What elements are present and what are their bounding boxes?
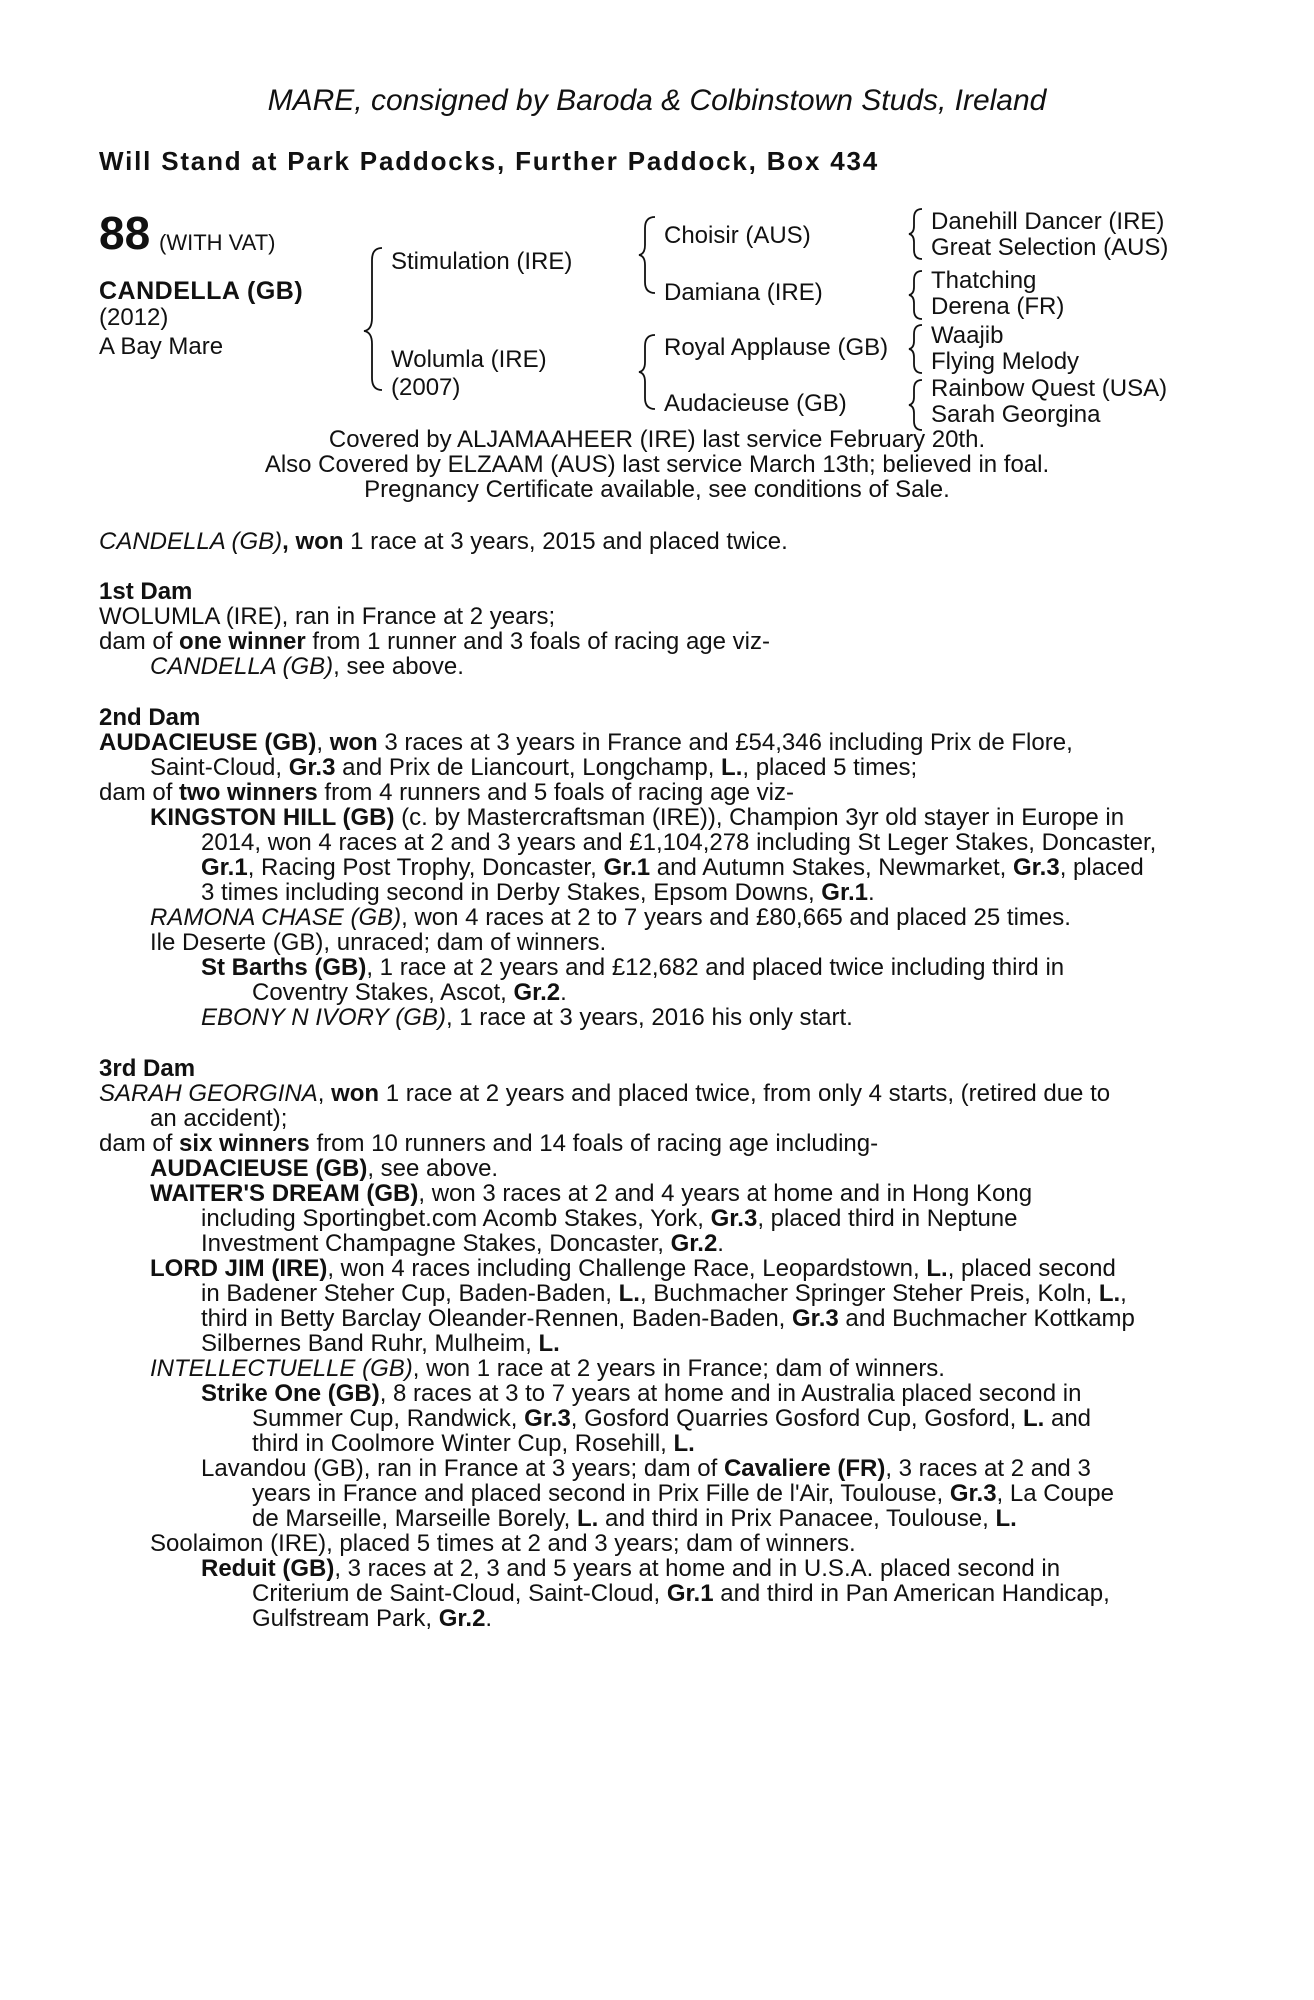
intellectuelle-line: INTELLECTUELLE (GB), won 1 race at 2 years in France; dam of winners. (150, 1355, 945, 1382)
bracket-g78 (909, 380, 922, 430)
grandsire-4: Derena (FR) (931, 293, 1065, 320)
ile-deserte-line: Ile Deserte (GB), unraced; dam of winners. (150, 929, 607, 956)
kingston-hill-line-1: KINGSTON HILL (GB) (c. by Mastercraftsman (IRE)), Champion 3yr old stayer in Europe in (150, 804, 1125, 831)
first-dam-line-1: WOLUMLA (IRE), ran in France at 2 years; (99, 603, 556, 630)
second-dam-heading: 2nd Dam (99, 704, 201, 731)
grandsire-8: Sarah Georgina (931, 401, 1101, 428)
first-dam-heading: 1st Dam (99, 578, 193, 605)
strike-one-line-3: third in Coolmore Winter Cup, Rosehill, L. (252, 1430, 695, 1457)
sire: Stimulation (IRE) (391, 248, 573, 275)
st-barths-line-2: Coventry Stakes, Ascot, Gr.2. (252, 979, 567, 1006)
lord-jim-line-2: in Badener Steher Cup, Baden-Baden, L., Buchmacher Springer Steher Preis, Koln, L., (201, 1280, 1127, 1307)
horse-name: CANDELLA (GB) (99, 277, 304, 305)
third-dam-line-3: dam of six winners from 10 runners and 14 foals of racing age including- (99, 1130, 879, 1157)
vat-label: (WITH VAT) (159, 230, 276, 255)
bracket-dam (639, 335, 655, 409)
soolaimon-line: Soolaimon (IRE), placed 5 times at 2 and 3 years; dam of winners. (150, 1530, 856, 1557)
strike-one-line-2: Summer Cup, Randwick, Gr.3, Gosford Quarries Gosford Cup, Gosford, L. and (252, 1405, 1092, 1432)
grandsire-3: Thatching (931, 267, 1037, 294)
lord-jim-line-3: third in Betty Barclay Oleander-Rennen, Baden-Baden, Gr.3 and Buchmacher Kottkamp (201, 1305, 1135, 1332)
audacieuse-line: AUDACIEUSE (GB), see above. (150, 1155, 499, 1182)
lavandou-line-3: de Marseille, Marseille Borely, L. and third in Prix Panacee, Toulouse, L. (252, 1505, 1017, 1532)
waiters-dream-line-3: Investment Champagne Stakes, Doncaster, Gr.2. (201, 1230, 724, 1257)
pregnancy-certificate-line: Pregnancy Certificate available, see conditions of Sale. (364, 476, 950, 503)
strike-one-line-1: Strike One (GB), 8 races at 3 to 7 years at home and in Australia placed second in (201, 1380, 1082, 1407)
bracket-main (364, 248, 382, 390)
lot-number: 88 (99, 207, 151, 259)
lord-jim-line-1: LORD JIM (IRE), won 4 races including Challenge Race, Leopardstown, L., placed second (150, 1255, 1116, 1282)
lord-jim-line-4: Silbernes Band Ruhr, Mulheim, L. (201, 1330, 560, 1357)
ramona-chase-line: RAMONA CHASE (GB), won 4 races at 2 to 7 years and £80,665 and placed 25 times. (150, 904, 1071, 931)
dam-year: (2007) (391, 374, 461, 401)
horse-year: (2012) (99, 304, 169, 331)
sire-dam: Damiana (IRE) (664, 279, 823, 306)
second-dam-line-1: AUDACIEUSE (GB), won 3 races at 3 years in France and £54,346 including Prix de Flore, (99, 729, 1073, 756)
ebony-n-ivory-line: EBONY N IVORY (GB), 1 race at 3 years, 2016 his only start. (201, 1004, 853, 1031)
third-dam-line-2: an accident); (150, 1105, 288, 1132)
grandsire-6: Flying Melody (931, 348, 1080, 375)
location-line: Will Stand at Park Paddocks, Further Paddock, Box 434 (99, 146, 880, 176)
st-barths-line-1: St Barths (GB), 1 race at 2 years and £12,682 and placed twice including third in (201, 954, 1065, 981)
kingston-hill-line-4: 3 times including second in Derby Stakes, Epsom Downs, Gr.1. (201, 879, 875, 906)
second-dam-line-3: dam of two winners from 4 runners and 5 foals of racing age viz- (99, 779, 794, 806)
second-dam-line-2: Saint-Cloud, Gr.3 and Prix de Liancourt, Longchamp, L., placed 5 times; (150, 754, 918, 781)
grandsire-2: Great Selection (AUS) (931, 234, 1169, 261)
reduit-line-3: Gulfstream Park, Gr.2. (252, 1605, 493, 1632)
reduit-line-1: Reduit (GB), 3 races at 2, 3 and 5 years at home and in U.S.A. placed second in (201, 1555, 1061, 1582)
sire-sire: Choisir (AUS) (664, 222, 811, 249)
kingston-hill-line-2: 2014, won 4 races at 2 and 3 years and £1,104,278 including St Leger Stakes, Doncaster, (201, 829, 1157, 856)
grandsire-5: Waajib (931, 322, 1004, 349)
bracket-g12 (909, 209, 922, 259)
third-dam-heading: 3rd Dam (99, 1055, 196, 1082)
dam: Wolumla (IRE) (391, 346, 547, 373)
grandsire-7: Rainbow Quest (USA) (931, 375, 1168, 402)
lavandou-line-1: Lavandou (GB), ran in France at 3 years; dam of Cavaliere (FR), 3 races at 2 and 3 (201, 1455, 1091, 1482)
consignor-line: MARE, consigned by Baroda & Colbinstown Studs, Ireland (267, 84, 1047, 117)
covered-line-1: Covered by ALJAMAAHEER (IRE) last service February 20th. (328, 426, 986, 453)
waiters-dream-line-1: WAITER'S DREAM (GB), won 3 races at 2 and 4 years at home and in Hong Kong (150, 1180, 1033, 1207)
bracket-sire (639, 217, 655, 293)
first-dam-line-2: dam of one winner from 1 runner and 3 foals of racing age viz- (99, 628, 770, 655)
dam-sire: Royal Applause (GB) (664, 334, 889, 361)
first-dam-line-3: CANDELLA (GB), see above. (150, 653, 464, 680)
dam-dam: Audacieuse (GB) (664, 390, 847, 417)
third-dam-line-1: SARAH GEORGINA, won 1 race at 2 years and placed twice, from only 4 starts, (retired due to (99, 1080, 1111, 1107)
horse-description: A Bay Mare (99, 333, 224, 360)
kingston-hill-line-3: Gr.1, Racing Post Trophy, Doncaster, Gr.1 and Autumn Stakes, Newmarket, Gr.3, placed (201, 854, 1144, 881)
waiters-dream-line-2: including Sportingbet.com Acomb Stakes, York, Gr.3, placed third in Neptune (201, 1205, 1018, 1232)
lavandou-line-2: years in France and placed second in Prix Fille de l'Air, Toulouse, Gr.3, La Coupe (252, 1480, 1114, 1507)
grandsire-1: Danehill Dancer (IRE) (931, 208, 1165, 235)
bracket-g56 (909, 325, 922, 373)
summary-line: CANDELLA (GB), won 1 race at 3 years, 2015 and placed twice. (99, 528, 788, 555)
reduit-line-2: Criterium de Saint-Cloud, Saint-Cloud, Gr.1 and third in Pan American Handicap, (252, 1580, 1110, 1607)
covered-line-2: Also Covered by ELZAAM (AUS) last service March 13th; believed in foal. (264, 451, 1050, 478)
bracket-g34 (909, 271, 922, 319)
